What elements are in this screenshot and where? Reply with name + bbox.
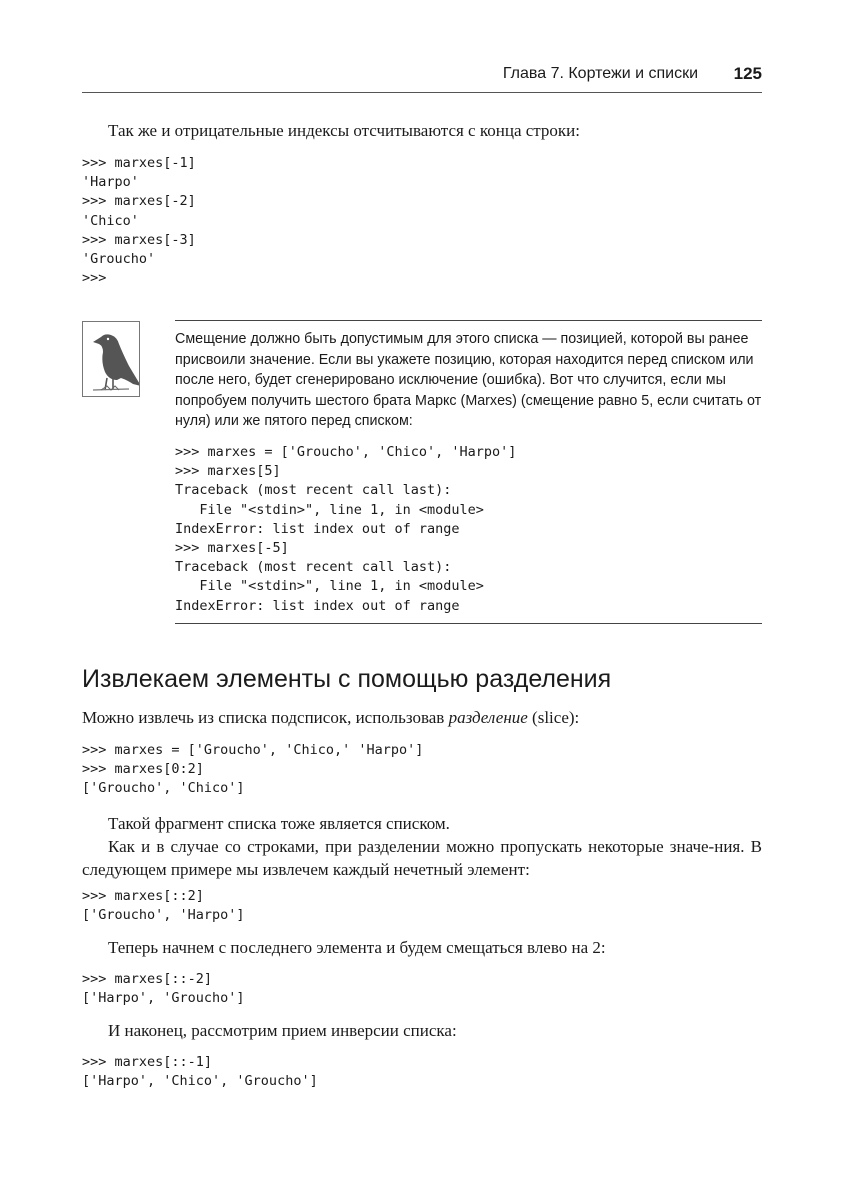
- code-line: Traceback (most recent call last):: [175, 559, 452, 576]
- slice-intro-paragraph: [82, 706, 762, 729]
- code-line: >>> marxes[-5]: [175, 540, 289, 557]
- reverse-step-paragraph: Теперь начнем с последнего элемента и будем смещаться влево на 2:: [108, 938, 606, 957]
- code-line: IndexError: list index out of range: [175, 597, 460, 614]
- code-line: File "<stdin>", line 1, in <module>: [175, 578, 484, 595]
- code-line: >>> marxes[-1]: [82, 155, 196, 171]
- code-block-inversion: [82, 1053, 762, 1091]
- code-line: >>>: [82, 270, 107, 287]
- code-line: ['Groucho', 'Harpo']: [82, 907, 245, 924]
- page-number: 125: [733, 64, 762, 83]
- code-line: 'Groucho': [82, 251, 156, 268]
- code-line: 'Harpo': [82, 174, 139, 191]
- code-line: ['Harpo', 'Chico', 'Groucho']: [82, 1073, 318, 1090]
- note-top-rule: [175, 320, 762, 321]
- code-line: >>> marxes[::2]: [82, 888, 204, 904]
- code-line: >>> marxes[0:2]: [82, 761, 204, 778]
- code-line: IndexError: list index out of range: [175, 520, 460, 537]
- code-line: File "<stdin>", line 1, in <module>: [175, 501, 484, 518]
- warning-note: [82, 320, 762, 624]
- inversion-paragraph: И наконец, рассмотрим прием инверсии списка:: [108, 1021, 457, 1040]
- slice-intro-text: Можно извлечь из списка подсписок, использовав: [82, 708, 449, 727]
- code-line: ['Harpo', 'Groucho']: [82, 990, 245, 1007]
- code-line: >>> marxes[5]: [175, 463, 281, 480]
- slice-intro-suffix: (slice):: [527, 708, 580, 727]
- code-line: Traceback (most recent call last):: [175, 482, 452, 499]
- code-block-step: [82, 887, 762, 925]
- chapter-title: Глава 7. Кортежи и списки: [502, 65, 698, 82]
- code-block-negative-step: [82, 970, 762, 1008]
- code-line: 'Chico': [82, 212, 139, 229]
- slice-term: разделение: [448, 708, 528, 727]
- fragment-paragraph: Такой фрагмент списка тоже является списком.: [108, 814, 450, 833]
- crow-icon: [82, 321, 140, 397]
- code-line: >>> marxes[-3]: [82, 231, 196, 248]
- section-title: Извлекаем элементы с помощью разделения: [82, 665, 612, 693]
- code-line: >>> marxes[::-2]: [82, 971, 213, 987]
- note-code-block: [175, 443, 516, 616]
- code-line: >>> marxes = ['Groucho', 'Chico,' 'Harpo']: [82, 742, 424, 758]
- code-line: >>> marxes[-2]: [82, 193, 196, 210]
- code-line: >>> marxes[::-1]: [82, 1054, 213, 1070]
- code-line: ['Groucho', 'Chico']: [82, 780, 245, 797]
- intro-paragraph: Так же и отрицательные индексы отсчитываются с конца строки:: [108, 121, 580, 140]
- running-header: [82, 62, 762, 93]
- note-text: Смещение должно быть допустимым для этого списка — позицией, которой вы ранее присвоили значение. Если вы укажете позицию, которая находится перед списком или после него, будет сгенерировано исключение (ошибка). Вот что случится, если мы попробуем получить шестого брата Маркс (Marxes) (смещение равно 5, если считать от нуля) или же пятого перед списком:: [175, 331, 762, 429]
- note-bottom-rule: [175, 623, 762, 624]
- skip-values-paragraph: Как и в случае со строками, при разделении можно пропускать некоторые значе-ния. В следующем примере мы извлечем каждый нечетный элемент:: [82, 837, 762, 879]
- code-block-negative-indexes: [82, 154, 762, 288]
- code-line: >>> marxes = ['Groucho', 'Chico', 'Harpo']: [175, 444, 517, 460]
- code-block-slice: [82, 741, 762, 799]
